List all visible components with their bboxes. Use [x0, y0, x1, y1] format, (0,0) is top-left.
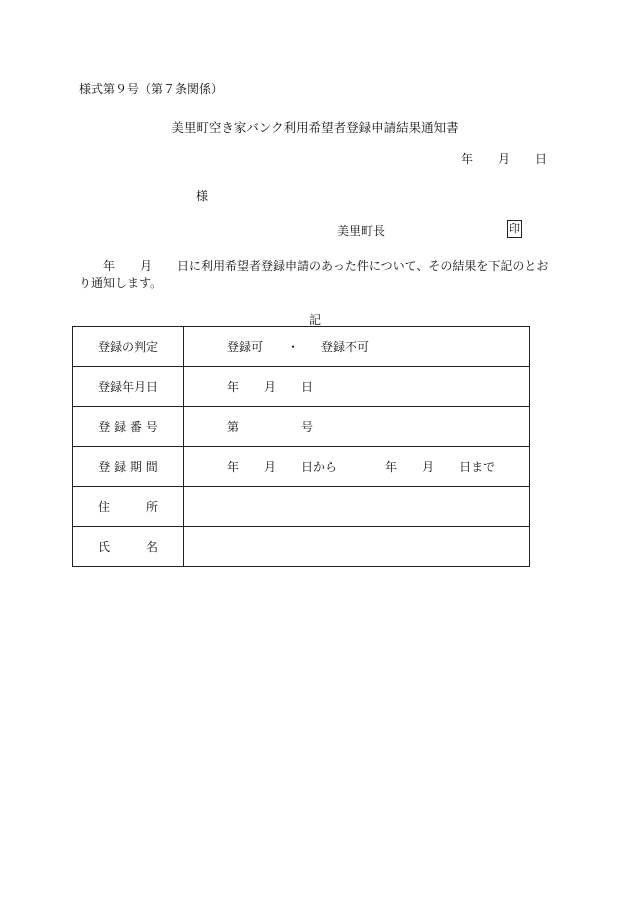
- issue-date-day: 日: [535, 152, 548, 166]
- from-year: 年: [227, 460, 240, 474]
- table-row: [73, 447, 530, 487]
- name-label-a: 氏: [97, 540, 110, 554]
- judgement-value: [184, 327, 530, 367]
- reg-day: 日: [301, 380, 314, 394]
- reg-year: 年: [227, 380, 240, 394]
- issuer-name: 美里町長: [337, 224, 386, 238]
- row-label: 登 録 番 号: [73, 407, 184, 447]
- table-row: [73, 327, 530, 367]
- to-month: 月: [422, 460, 435, 474]
- row-label: 登録年月日: [73, 367, 184, 407]
- registration-date-value: [184, 367, 530, 407]
- name-value: [184, 527, 530, 567]
- body-year: 年: [103, 259, 116, 273]
- separator-dot: ・: [287, 340, 300, 354]
- from-month: 月: [264, 460, 277, 474]
- addressee-suffix: 様: [196, 189, 209, 203]
- issue-date: [461, 150, 547, 167]
- issue-date-month: 月: [498, 152, 511, 166]
- body-text: 日に利用希望者登録申請のあった件について、その結果を下記のとおり通知します。: [79, 259, 549, 290]
- seal-mark: 印: [507, 220, 522, 238]
- approve-option: 登録可: [227, 340, 264, 354]
- row-label-name: [73, 527, 184, 567]
- reject-option: 登録不可: [321, 340, 370, 354]
- address-value: [184, 487, 530, 527]
- number-prefix: 第: [227, 420, 240, 434]
- table-row: [73, 487, 530, 527]
- to-year: 年: [385, 460, 398, 474]
- address-label-a: 住: [97, 500, 110, 514]
- table-row: [73, 407, 530, 447]
- number-suffix: 号: [301, 420, 314, 434]
- result-table: [72, 326, 530, 567]
- registration-period-value: [184, 447, 530, 487]
- row-label: 登 録 期 間: [73, 447, 184, 487]
- form-number: 様式第９号（第７条関係）: [79, 82, 224, 96]
- row-label: 登録の判定: [73, 327, 184, 367]
- reg-month: 月: [264, 380, 277, 394]
- table-row: [73, 367, 530, 407]
- body-month: 月: [140, 259, 153, 273]
- registration-number-value: [184, 407, 530, 447]
- address-label-b: 所: [146, 500, 159, 514]
- body-paragraph: [79, 258, 549, 292]
- ki-heading: 記: [308, 313, 321, 327]
- row-label-address: [73, 487, 184, 527]
- from-day: 日から: [301, 460, 338, 474]
- name-label-b: 名: [146, 540, 159, 554]
- issue-date-year: 年: [461, 152, 474, 166]
- table-row: [73, 527, 530, 567]
- to-day: 日まで: [459, 460, 496, 474]
- document-title: 美里町空き家バンク利用希望者登録申請結果通知書: [171, 120, 459, 135]
